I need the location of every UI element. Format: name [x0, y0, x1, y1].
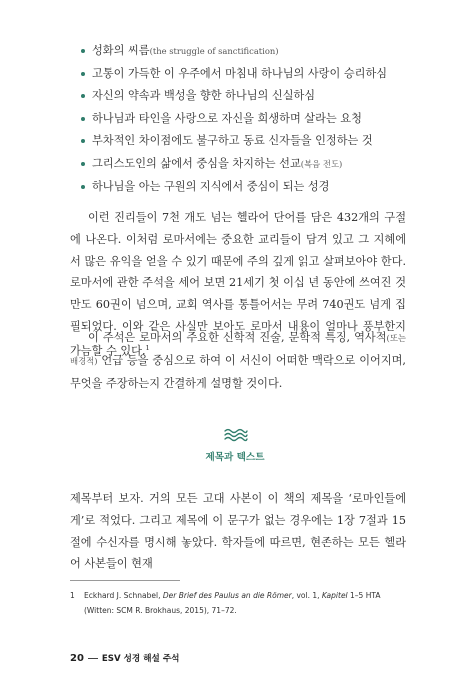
section-title: 제목과 텍스트: [205, 452, 265, 463]
footnote-text: Eckhard J. Schnabel, Der Brief des Paulus an die Römer, vol. 1, Kapitel 1–5 HTA (Witten: SCM R. Brokhaus, 2015), 71–72.: [84, 591, 381, 615]
bullet-dot-icon: [81, 94, 85, 98]
footnote-divider: [70, 580, 180, 581]
bullet-item: 성화의 씨름(the struggle of sanctification): [92, 40, 452, 63]
bullet-dot-icon: [81, 72, 85, 76]
page-footer: [70, 652, 179, 664]
bullet-dot-icon: [81, 139, 85, 143]
bullet-item: 그리스도인의 삶에서 중심을 차지하는 선교(복음 전도): [92, 153, 452, 176]
wave-ornament-icon: [224, 426, 248, 444]
bullet-item: 자신의 약속과 백성을 향한 하나님의 신실하심: [92, 85, 452, 108]
footnote: [70, 588, 406, 618]
bullet-item: 하나님과 타인을 사랑으로 자신을 희생하며 살라는 요청: [92, 108, 452, 131]
bullet-dot-icon: [81, 117, 85, 121]
paragraph-intro: 이런 진리들이 7천 개도 넘는 헬라어 단어를 담은 432개의 구절에 나온다. 이처럼 로마서에는 중요한 교리들이 담겨 있고 그 지혜에서 많은 유익을 얻을 수 있기 때문에 주의 깊게 읽고 살펴보아야 한다. 로마서에 관한 주석을 세어 보면 21세기 첫 이십 년 동안에 쓰여진 것만도 60권이 넘으며, 교회 역사를 통틀어서는 무려 740권도 넘게 집필되었다. 이와 같은 사실만 보아도 로마서 내용이 얼마나 풍부한지 가늠할 수 있다.$^1$: [70, 211, 406, 358]
footnote-number: 1: [70, 591, 75, 600]
bullet-item: 하나님을 아는 구원의 지식에서 중심이 되는 성경: [92, 176, 452, 199]
footnote-ref[interactable]: 1: [145, 343, 150, 352]
book-title: ESV 성경 해설 주석: [101, 654, 180, 664]
paragraph-title-text: 제목부터 보자. 거의 모든 고대 사본이 이 책의 제목을 ‘로마인들에게’로 적었다. 그리고 제목에 이 문구가 없는 경우에는 1장 7절과 15절에 수신자를 명시해 놓았다. 학자들에 따르면, 현존하는 모든 헬라어 사본들이 현재: [70, 492, 406, 571]
bullet-list: [92, 40, 452, 198]
paragraph-commentary: 이 주석은 로마서의 주요한 신학적 진술, 문학적 특징, 역사적(또는 배경적) 언급 등을 중심으로 하여 이 서신이 어떠한 맥락으로 이어지며, 무엇을 주장하는지 간결하게 설명할 것이다.: [70, 331, 406, 390]
bullet-item: 부차적인 차이점에도 불구하고 동료 신자들을 인정하는 것: [92, 130, 452, 153]
bullet-dot-icon: [81, 185, 85, 189]
bullet-dot-icon: [81, 162, 85, 166]
page-number: 20: [70, 653, 84, 664]
footer-divider: [88, 658, 98, 659]
bullet-dot-icon: [81, 49, 85, 53]
bullet-item: 고통이 가득한 이 우주에서 마침내 하나님의 사랑이 승리하심: [92, 63, 452, 86]
